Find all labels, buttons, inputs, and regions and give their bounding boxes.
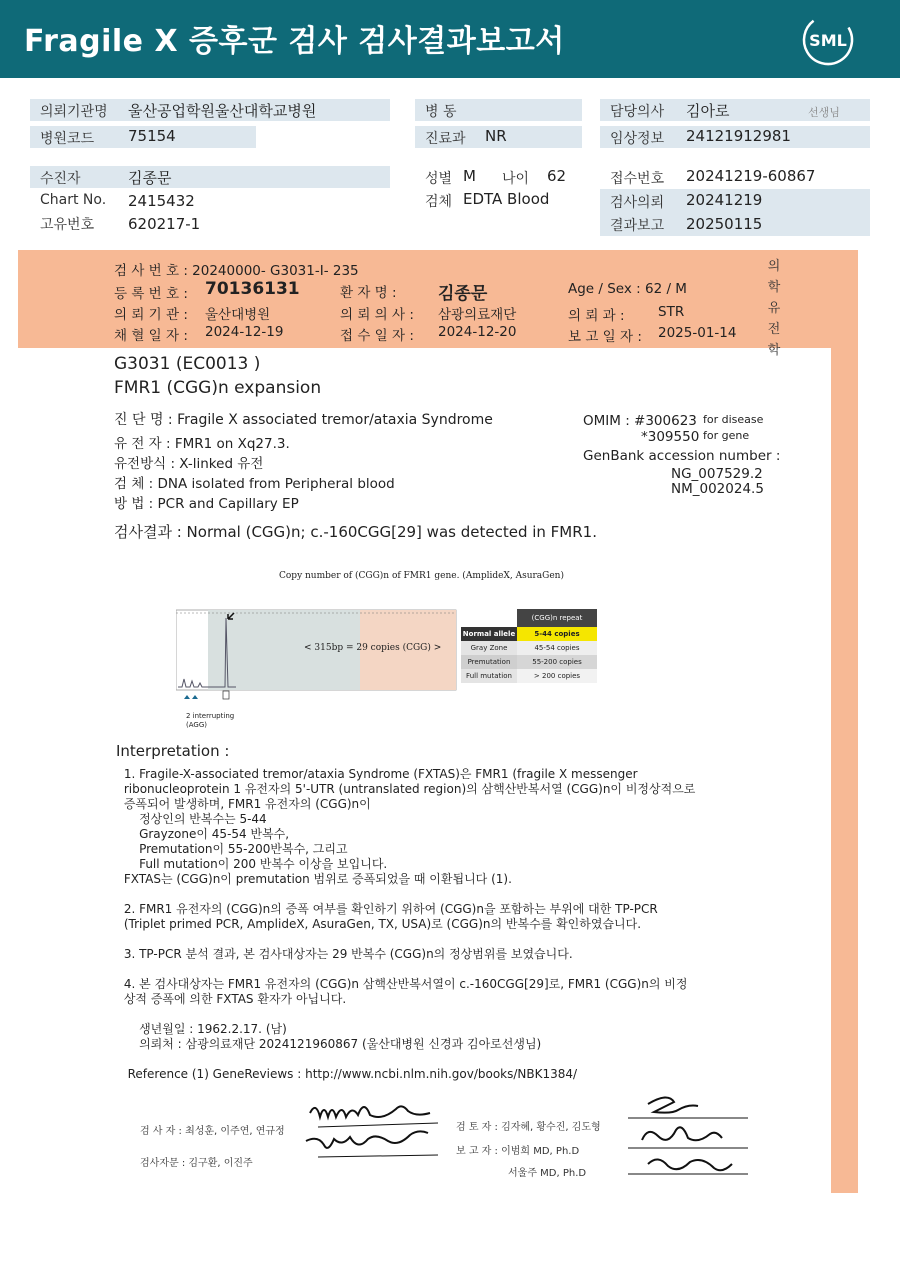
reviewer-signature (618, 1090, 753, 1180)
fig-title: Copy number of (CGG)n of FMR1 gene. (AmplideX, AsuraGen) (279, 571, 564, 581)
req-org-value: 울산공업학원울산대학교병원 (128, 102, 317, 120)
receipt-value: 20241219-60867 (686, 167, 816, 185)
age-value: 62 (547, 167, 567, 185)
logo-text: SML (809, 31, 847, 50)
scan-gene: 유 전 자 : FMR1 on Xq27.3. (114, 436, 290, 452)
scan-test-no: 검 사 번 호 : 20240000- G3031-I- 235 (114, 263, 359, 279)
scan-method: 방 법 : PCR and Capillary EP (114, 496, 299, 512)
scan-ng: NG_007529.2 (671, 466, 763, 482)
sig-tester: 검 사 자 : 최성훈, 이주연, 연규정 (140, 1126, 285, 1137)
chart-value: 2415432 (128, 192, 195, 210)
fig-note-2: (AGG) (186, 721, 207, 729)
scan-test-code: G3031 (EC0013 ) (114, 354, 261, 374)
sig-expert: 검사자문 : 김구환, 이진주 (140, 1158, 253, 1169)
sex-value: M (463, 167, 476, 185)
scan-result: 검사결과 : Normal (CGG)n; c.-160CGG[29] was detected in FMR1. (114, 523, 597, 541)
scan-org-label: 의 뢰 기 관 : (114, 307, 188, 323)
sig-reporter-2: 서울주 MD, Ph.D (508, 1168, 587, 1179)
patient-value: 김종문 (128, 169, 172, 187)
repeat-row: Premutation 55-200 copies (461, 655, 597, 669)
request-label: 검사의뢰 (610, 195, 665, 211)
scan-sample: 검 체 : DNA isolated from Peripheral blood (114, 476, 395, 492)
doctor-label: 담당의사 (610, 104, 665, 120)
scan-vertical-label: 의 학 유 전 학 (767, 259, 781, 358)
doctor-suffix: 선생님 (808, 106, 840, 119)
scan-omim2: *309550 (641, 429, 700, 445)
sig-reporter: 보 고 자 : 이범희 MD, Ph.D (456, 1146, 580, 1157)
patient-label: 수진자 (40, 171, 81, 187)
uid-label: 고유번호 (40, 217, 95, 233)
scan-agesex: Age / Sex : 62 / M (568, 281, 687, 297)
scan-reg-label: 등 록 번 호 : (114, 286, 188, 302)
scan-omim2-note: for gene (703, 429, 750, 442)
specimen-value: EDTA Blood (463, 190, 550, 208)
sex-label: 성별 (425, 171, 453, 187)
clinical-value: 24121912981 (686, 127, 791, 145)
ward-label: 병 동 (425, 104, 457, 120)
repeat-row: Full mutation > 200 copies (461, 669, 597, 683)
repeat-row: Normal allele 5-44 copies (461, 627, 597, 641)
dept-label: 진료과 (425, 131, 466, 147)
age-label: 나이 (502, 171, 530, 187)
hosp-code-label: 병원코드 (40, 131, 95, 147)
tester-signature (298, 1095, 448, 1165)
scan-collect-label: 채 혈 일 자 : (114, 328, 188, 344)
scan-inherit: 유전방식 : X-linked 유전 (114, 456, 264, 472)
req-org-label: 의뢰기관명 (40, 104, 108, 120)
repeat-header: (CGG)n repeat (517, 609, 597, 627)
scan-org: 울산대병원 (205, 307, 271, 323)
interp-title: Interpretation : (116, 742, 230, 760)
report-title: Fragile X 증후군 검사 검사결과보고서 (24, 24, 565, 59)
patient-box (30, 166, 390, 188)
sig-reviewer: 검 토 자 : 김자혜, 황수진, 김도형 (456, 1122, 601, 1133)
request-value: 20241219 (686, 191, 763, 209)
scan-doc-label: 의 뢰 의 사 : (340, 307, 414, 323)
dept-value: NR (485, 127, 507, 145)
interp-text: 1. Fragile-X-associated tremor/ataxia Syndrome (FXTAS)은 FMR1 (fragile X messenger ribonucleoprotein 1 유전자의 5'-UTR (untranslated region)의 삼핵산반복서열 (CGG)n이 비정상적으로 증폭되어 발생하며, FMR1 유전자의 (CGG)n이 정상인의 반복수는 5-44 Grayzone이 45-54 반복수, Premutation이 55-200반복수, 그리고 Full mutation이 200 반복수 이상을 보입니다. FXTAS는 (CGG)n이 premutation 범위로 증폭되었을 때 이환됩니다 (1). 2. FMR1 유전자의 (CGG)n의 증폭 여부를 확인하기 위하여 (CGG)n을 포함하는 부위에 대한 TP-PCR (Triplet primed PCR, AmplideX, AsuraGen, TX, USA)로 (CGG)n의 반복수를 확인하였습니다. 3. TP-PCR 분석 결과, 본 검사대상자는 29 반복수 (CGG)n의 정상범위를 보였습니다. 4. 본 검사대상자는 FMR1 유전자의 (CGG)n 삼핵산반복서열이 c.-160CGG[29]로, FMR1 (CGG)n의 비정 상적 증폭에 의한 FXTAS 환자가 아닙니다. 생년월일 : 1962.2.17. (남) 의뢰처 : 삼광의료재단 2024121960867 (울산대병원 신경과 김아로선생님) Reference (1) GeneReviews : http://www.ncbi.nlm.nih.gov/books/NBK1384/ (123, 767, 696, 1081)
scan-recv: 2024-12-20 (438, 324, 517, 340)
scan-nm: NM_002024.5 (671, 481, 764, 497)
scan-reg-no: 70136131 (205, 279, 300, 299)
specimen-label: 검체 (425, 194, 453, 210)
doctor-value: 김아로 (686, 102, 730, 120)
sml-logo (800, 12, 856, 68)
scan-dept-label: 의 뢰 과 : (568, 308, 625, 324)
scan-omim1-note: for disease (703, 413, 764, 426)
scan-genbank: GenBank accession number : (583, 448, 781, 464)
scan-rep-label: 보 고 일 자 : (568, 329, 642, 345)
scan-rep: 2025-01-14 (658, 325, 737, 341)
scan-omim1: OMIM : #300623 (583, 413, 697, 429)
scan-collect: 2024-12-19 (205, 324, 284, 340)
scan-dept: STR (658, 304, 685, 320)
scan-test-name: FMR1 (CGG)n expansion (114, 378, 322, 398)
clinical-label: 임상정보 (610, 131, 665, 147)
uid-value: 620217-1 (128, 215, 201, 233)
scan-dx: 진 단 명 : Fragile X associated tremor/ataxia Syndrome (114, 412, 493, 428)
hosp-code-value: 75154 (128, 127, 176, 145)
report-header (0, 0, 900, 78)
receipt-label: 접수번호 (610, 171, 665, 187)
fig-center-label: < 315bp = 29 copies (CGG) > (304, 643, 442, 653)
report-label: 결과보고 (610, 218, 665, 234)
report-value: 20250115 (686, 215, 763, 233)
repeat-row: Gray Zone 45-54 copies (461, 641, 597, 655)
scan-patient: 김종문 (438, 284, 488, 304)
scanned-report (18, 250, 858, 1193)
repeat-table (461, 609, 597, 683)
chart-label: Chart No. (40, 192, 107, 208)
fig-note-1: 2 interrupting (186, 712, 235, 720)
scan-doc: 삼광의료재단 (438, 307, 517, 323)
scan-patient-label: 환 자 명 : (340, 285, 397, 301)
scan-right-strip (831, 250, 858, 1193)
scan-recv-label: 접 수 일 자 : (340, 328, 414, 344)
